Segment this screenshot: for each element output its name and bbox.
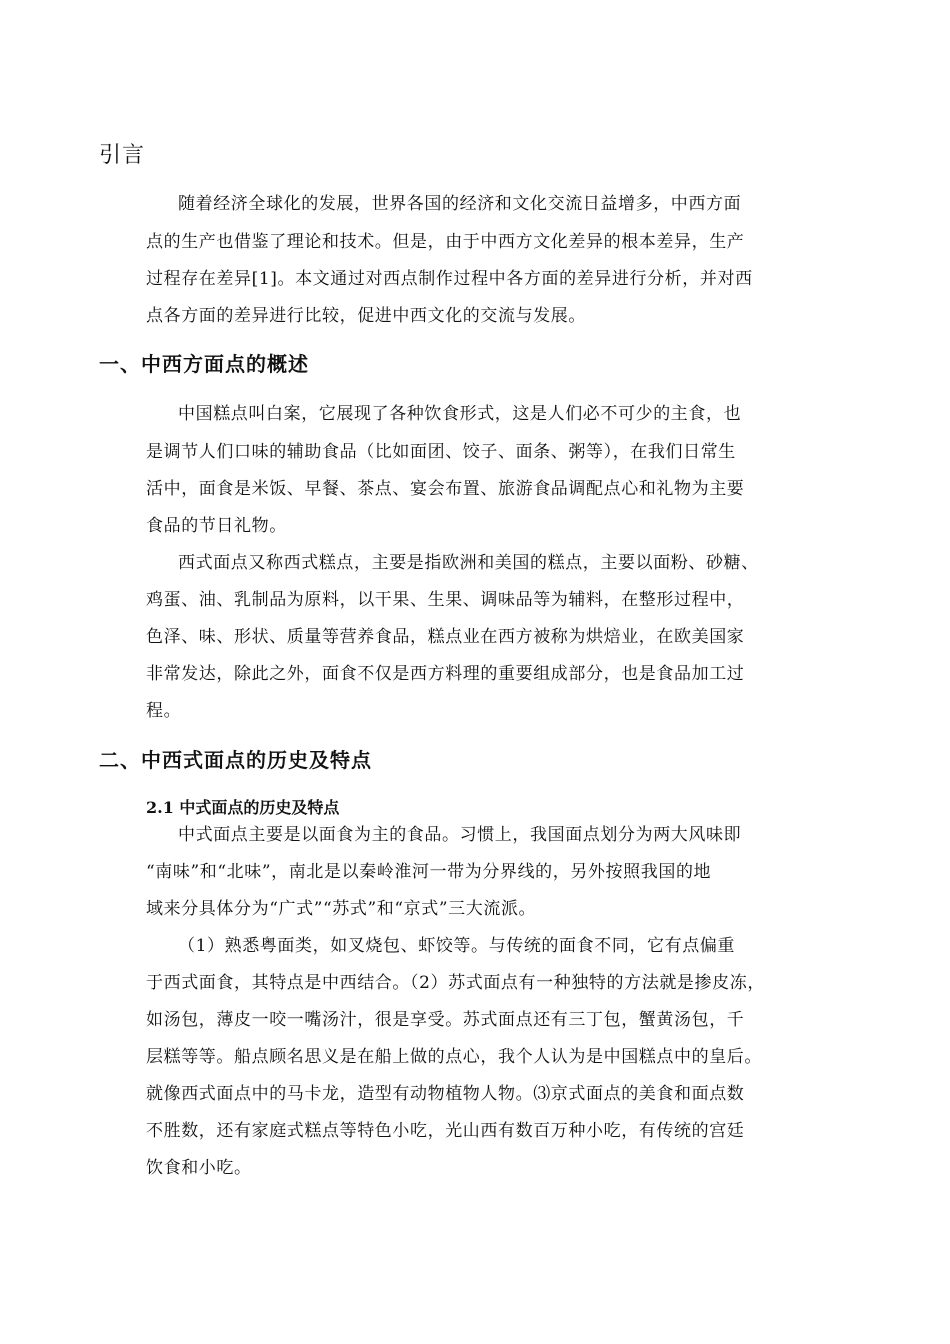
section1-p2-line-2: 鸡蛋、油、乳制品为原料，以干果、生果、调味品等为辅料，在整形过程中， [146, 590, 745, 610]
section1-p1-line-4: 食品的节日礼物。 [146, 516, 287, 536]
intro-line-1: 随着经济全球化的发展，世界各国的经济和文化交流日益增多，中西方面 [178, 194, 742, 214]
sub1-p1-line-3: 域来分具体分为“广式”“苏式”和“京式”三大流派。 [146, 899, 537, 919]
sub1-p2-line-5: 就像西式面点中的马卡龙，造型有动物植物人物。⑶京式面点的美食和面点数 [146, 1084, 745, 1104]
section1-p2-line-5: 程。 [146, 701, 182, 721]
intro-line-2: 点的生产也借鉴了理论和技术。但是，由于中西方文化差异的根本差异，生产 [146, 232, 745, 252]
intro-line-3: 过程存在差异[1]。本文通过对西点制作过程中各方面的差异进行分析，并对西 [146, 269, 753, 289]
intro-heading: 引言 [99, 143, 146, 168]
section1-p2-line-3: 色泽、味、形状、质量等营养食品，糕点业在西方被称为烘焙业，在欧美国家 [146, 627, 745, 647]
sub1-p2-line-4: 层糕等等。船点顾名思义是在船上做的点心，我个人认为是中国糕点中的皇后。 [146, 1047, 762, 1067]
section1-p2-line-1: 西式面点又称西式糕点，主要是指欧洲和美国的糕点，主要以面粉、砂糖、 [178, 553, 759, 573]
sub1-p2-line-7: 饮食和小吃。 [146, 1158, 252, 1178]
sub1-p1-line-2: “南味”和“北味”，南北是以秦岭淮河一带为分界线的，另外按照我国的地 [146, 862, 712, 882]
subsection-2-1-heading: 2.1 中式面点的历史及特点 [146, 798, 340, 817]
section1-heading: 一、中西方面点的概述 [99, 352, 309, 376]
sub1-p2-line-3: 如汤包，薄皮一咬一嘴汤汁，很是享受。苏式面点还有三丁包，蟹黄汤包，千 [146, 1010, 745, 1030]
section2-heading: 二、中西式面点的历史及特点 [99, 748, 372, 772]
sub1-p2-line-6: 不胜数，还有家庭式糕点等特色小吃，光山西有数百万种小吃，有传统的宫廷 [146, 1121, 745, 1141]
section1-p1-line-1: 中国糕点叫白案，它展现了各种饮食形式，这是人们必不可少的主食，也 [178, 404, 742, 424]
section1-p1-line-2: 是调节人们口味的辅助食品（比如面团、饺子、面条、粥等），在我们日常生 [146, 442, 736, 462]
section1-p1-line-3: 活中，面食是米饭、早餐、茶点、宴会布置、旅游食品调配点心和礼物为主要 [146, 479, 745, 499]
sub1-p1-line-1: 中式面点主要是以面食为主的食品。习惯上，我国面点划分为两大风味即 [178, 825, 742, 845]
section1-p2-line-4: 非常发达，除此之外，面食不仅是西方料理的重要组成部分，也是食品加工过 [146, 664, 745, 684]
intro-line-4: 点各方面的差异进行比较，促进中西文化的交流与发展。 [146, 306, 586, 326]
sub1-p2-line-1: （1）熟悉粤面类，如叉烧包、虾饺等。与传统的面食不同，它有点偏重 [178, 936, 736, 956]
sub1-p2-line-2: 于西式面食，其特点是中西结合。（2）苏式面点有一种独特的方法就是掺皮冻， [146, 973, 765, 993]
